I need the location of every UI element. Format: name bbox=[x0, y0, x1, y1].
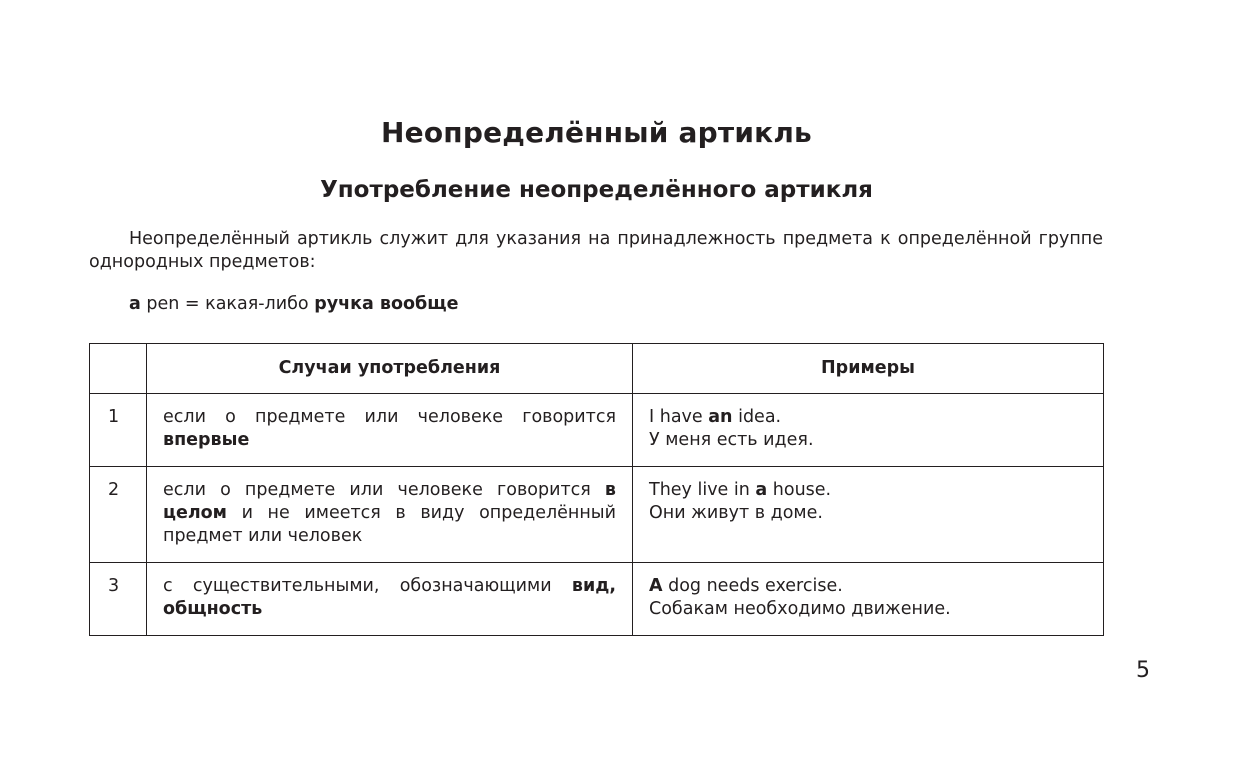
usage-case bbox=[147, 563, 633, 636]
header-cases: Случаи употребления bbox=[147, 344, 633, 394]
usage-example bbox=[633, 563, 1104, 636]
example-article: an bbox=[708, 407, 733, 427]
usage-table bbox=[89, 343, 1104, 636]
example-text: They live in bbox=[649, 480, 756, 500]
row-number: 1 bbox=[90, 394, 147, 467]
table-row bbox=[90, 467, 1104, 563]
row-number: 3 bbox=[90, 563, 147, 636]
table-row bbox=[90, 394, 1104, 467]
usage-example bbox=[633, 394, 1104, 467]
case-text: с существительными, обозначающими bbox=[163, 576, 572, 596]
example-article: A bbox=[649, 576, 663, 596]
example-sentence bbox=[649, 406, 1087, 429]
case-text: если о предмете или человеке говорится bbox=[163, 407, 616, 427]
example-article: a bbox=[755, 480, 768, 500]
table-row bbox=[90, 563, 1104, 636]
usage-example bbox=[633, 467, 1104, 563]
section-title: Употребление неопределённого артикля bbox=[320, 177, 873, 203]
example-meaning: ручка вообще bbox=[314, 294, 459, 314]
usage-case bbox=[147, 394, 633, 467]
header-number bbox=[90, 344, 147, 394]
page-title: Неопределённый артикль bbox=[381, 116, 812, 149]
example-sentence bbox=[649, 479, 1087, 502]
case-text: если о предмете или человеке говорится bbox=[163, 480, 605, 500]
example-text: house. bbox=[767, 480, 832, 500]
example-translation: Они живут в доме. bbox=[649, 503, 823, 523]
example-sentence bbox=[649, 575, 1087, 598]
example-article: a bbox=[129, 294, 141, 314]
case-emphasis: в целом bbox=[163, 480, 616, 523]
example-word: pen = какая-либо bbox=[140, 294, 315, 314]
example-line bbox=[129, 293, 458, 316]
example-text: idea. bbox=[732, 407, 782, 427]
example-text: I have bbox=[649, 407, 709, 427]
intro-paragraph: Неопределённый артикль служит для указания на принадлежность предмета к определённой группе однородных предметов: bbox=[89, 229, 1103, 272]
table-header-row bbox=[90, 344, 1104, 394]
header-examples: Примеры bbox=[633, 344, 1104, 394]
example-translation: У меня есть идея. bbox=[649, 430, 814, 450]
usage-case bbox=[147, 467, 633, 563]
case-text: и не имеется в виду определённый предмет или человек bbox=[163, 503, 616, 546]
case-emphasis: впервые bbox=[163, 430, 250, 450]
example-text: dog needs exercise. bbox=[662, 576, 843, 596]
case-emphasis: вид, общность bbox=[163, 576, 616, 619]
example-translation: Собакам необходимо движение. bbox=[649, 599, 951, 619]
page-number: 5 bbox=[1136, 658, 1150, 683]
row-number: 2 bbox=[90, 467, 147, 563]
